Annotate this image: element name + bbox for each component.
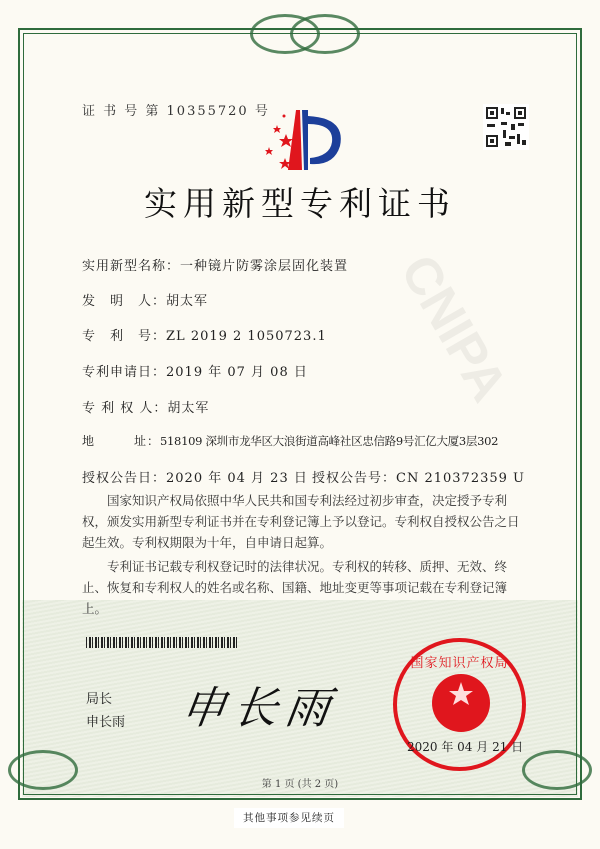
- qr-code: [483, 104, 529, 150]
- top-ornament: [290, 14, 360, 54]
- signature: 申长雨: [177, 683, 341, 734]
- cnipa-logo: [258, 108, 348, 173]
- field-utility-model-name: [82, 255, 348, 274]
- footer-note: 其他事项参见续页: [234, 808, 344, 828]
- field-grant-date: [82, 467, 308, 486]
- field-value: 胡太军: [167, 401, 210, 416]
- field-value: 2019 年 07 月 08 日: [166, 365, 308, 380]
- barcode: [86, 637, 238, 648]
- star-icon: [279, 134, 293, 147]
- field-label: 实用新型名称：: [82, 259, 181, 274]
- star-icon: [432, 674, 490, 732]
- field-address: [82, 432, 498, 449]
- star-icon: [283, 115, 286, 118]
- field-patent-number: [82, 325, 327, 344]
- field-inventor: [82, 290, 208, 309]
- field-value: ZL 2019 2 1050723.1: [166, 329, 327, 344]
- field-label: 地 址：: [82, 434, 161, 448]
- paragraph-grant: 国家知识产权局依照中华人民共和国专利法经过初步审查，决定授予专利权，颁发实用新型专利证书并在专利登记簿上予以登记。专利权自授权公告之日起生效。专利权期限为十年，自申请日起算。: [82, 493, 520, 550]
- field-label: 发 明 人：: [82, 294, 167, 309]
- field-patentee: [82, 397, 209, 416]
- star-icon: [265, 147, 273, 155]
- signatory-title: 局长: [86, 692, 113, 707]
- national-emblem-icon: [432, 674, 490, 732]
- logo-blue-stroke: [302, 110, 308, 170]
- field-label: 专利申请日：: [82, 365, 167, 380]
- field-label: 专 利 权 人：: [82, 401, 168, 416]
- field-value: 一种镜片防雾涂层固化装置: [180, 259, 349, 274]
- star-icon: [273, 125, 281, 133]
- field-label: 专 利 号：: [82, 329, 167, 344]
- page-info: 第 1 页 (共 2 页): [261, 779, 339, 790]
- field-value: 518109 深圳市龙华区大浪街道高峰社区忠信路9号汇亿大厦3层302: [160, 434, 499, 448]
- field-label: 授权公告日：: [82, 471, 167, 486]
- field-label: 授权公告号：: [312, 471, 397, 486]
- watermark: CNIPA: [388, 245, 519, 412]
- certificate-number: 证 书 号 第 10355720 号: [82, 104, 270, 119]
- logo-p-curve: [308, 116, 341, 164]
- field-value: 2020 年 04 月 23 日: [166, 471, 308, 486]
- field-value: 胡太军: [166, 294, 209, 309]
- paragraph-legal-status: 专利证书记载专利权登记时的法律状况。专利权的转移、质押、无效、终止、恢复和专利权人的姓名或名称、国籍、地址变更等事项记载在专利登记簿上。: [82, 559, 508, 616]
- field-announcement-number: [312, 467, 525, 486]
- field-value: CN 210372359 U: [396, 471, 525, 486]
- official-seal: [393, 638, 526, 771]
- seal-text: 国家知识产权局: [410, 656, 509, 671]
- signatory-name: 申长雨: [86, 715, 126, 730]
- field-application-date: [82, 361, 308, 380]
- page-title: 实用新型专利证书: [144, 184, 456, 223]
- seal-date: 2020 年 04 月 21 日: [407, 740, 524, 754]
